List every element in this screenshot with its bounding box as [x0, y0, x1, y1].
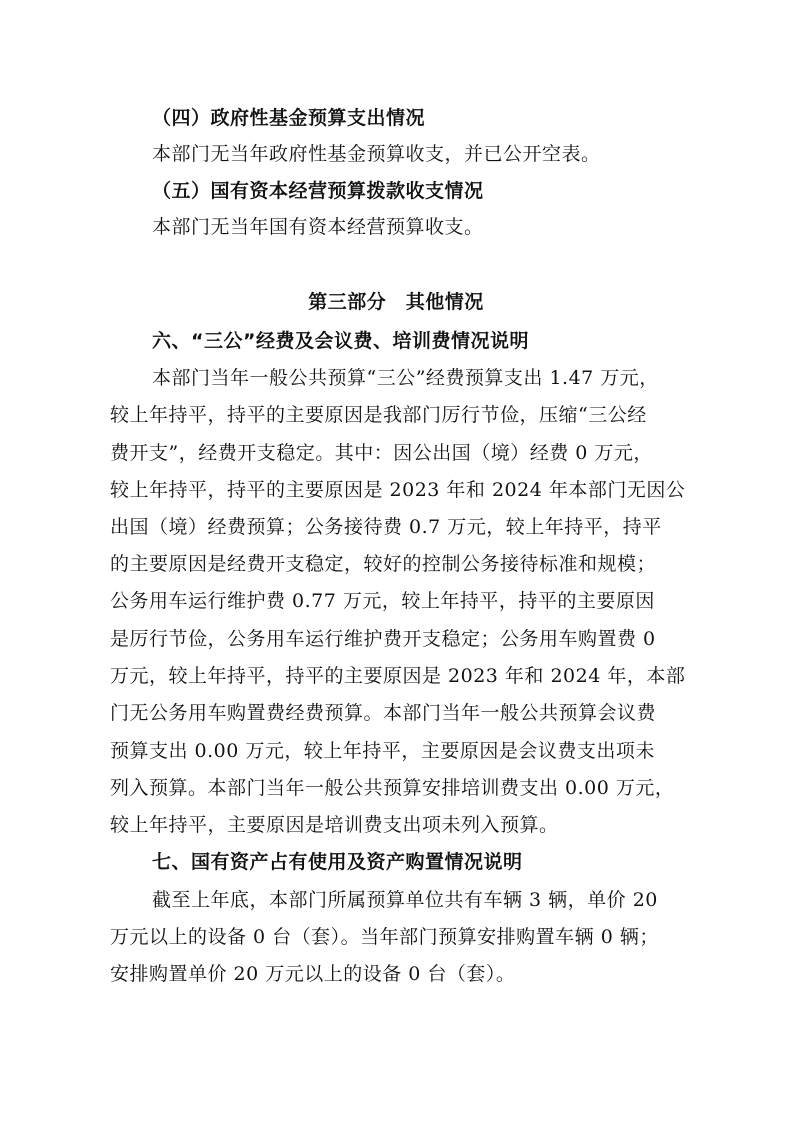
paragraph-line: 截至上年底，本部门所属预算单位共有车辆 3 辆，单价 20 [152, 889, 658, 911]
section-heading-state-capital: （五）国有资本经营预算拨款收支情况 [152, 180, 484, 202]
paragraph-line: 的主要原因是经费开支稳定，较好的控制公务接待标准和规模； [110, 553, 657, 575]
paragraph-line: 较上年持平，主要原因是培训费支出项未列入预算。 [110, 814, 559, 836]
section-heading-three-public: 六、“三公”经费及会议费、培训费情况说明 [152, 330, 529, 352]
paragraph-line: 较上年持平，持平的主要原因是 2023 年和 2024 年本部门无因公 [110, 479, 686, 501]
paragraph-line: 门无公务用车购置费经费预算。本部门当年一般公共预算会议费 [110, 702, 657, 724]
paragraph-line: 本部门当年一般公共预算“三公”经费预算支出 1.47 万元， [152, 367, 659, 389]
part-title: 第三部分 其他情况 [308, 291, 484, 313]
paragraph-line: 万元，较上年持平，持平的主要原因是 2023 年和 2024 年，本部 [110, 665, 686, 687]
paragraph-line: 较上年持平，持平的主要原因是我部门厉行节俭，压缩“三公经 [110, 404, 647, 426]
paragraph-line: 公务用车运行维护费 0.77 万元，较上年持平，持平的主要原因 [110, 590, 655, 612]
paragraph-line: 费开支”，经费开支稳定。其中：因公出国（境）经费 0 万元， [110, 442, 653, 464]
paragraph-line: 安排购置单价 20 万元以上的设备 0 台（套）。 [110, 963, 516, 985]
paragraph-line: 是厉行节俭，公务用车运行维护费开支稳定；公务用车购置费 0 [110, 628, 656, 650]
paragraph-line: 列入预算。本部门当年一般公共预算安排培训费支出 0.00 万元， [110, 777, 675, 799]
paragraph-line: 预算支出 0.00 万元，较上年持平，主要原因是会议费支出项未 [110, 740, 655, 762]
section-heading-government-fund: （四）政府性基金预算支出情况 [152, 107, 426, 129]
section-heading-state-assets: 七、国有资产占有使用及资产购置情况说明 [152, 851, 523, 873]
paragraph-line: 万元以上的设备 0 台（套）。当年部门预算安排购置车辆 0 辆； [110, 926, 659, 948]
section-body-government-fund: 本部门无当年政府性基金预算收支，并已公开空表。 [152, 143, 601, 165]
section-body-state-capital: 本部门无当年国有资本经营预算收支。 [152, 216, 484, 238]
paragraph-line: 出国（境）经费预算；公务接待费 0.7 万元，较上年持平，持平 [110, 516, 662, 538]
